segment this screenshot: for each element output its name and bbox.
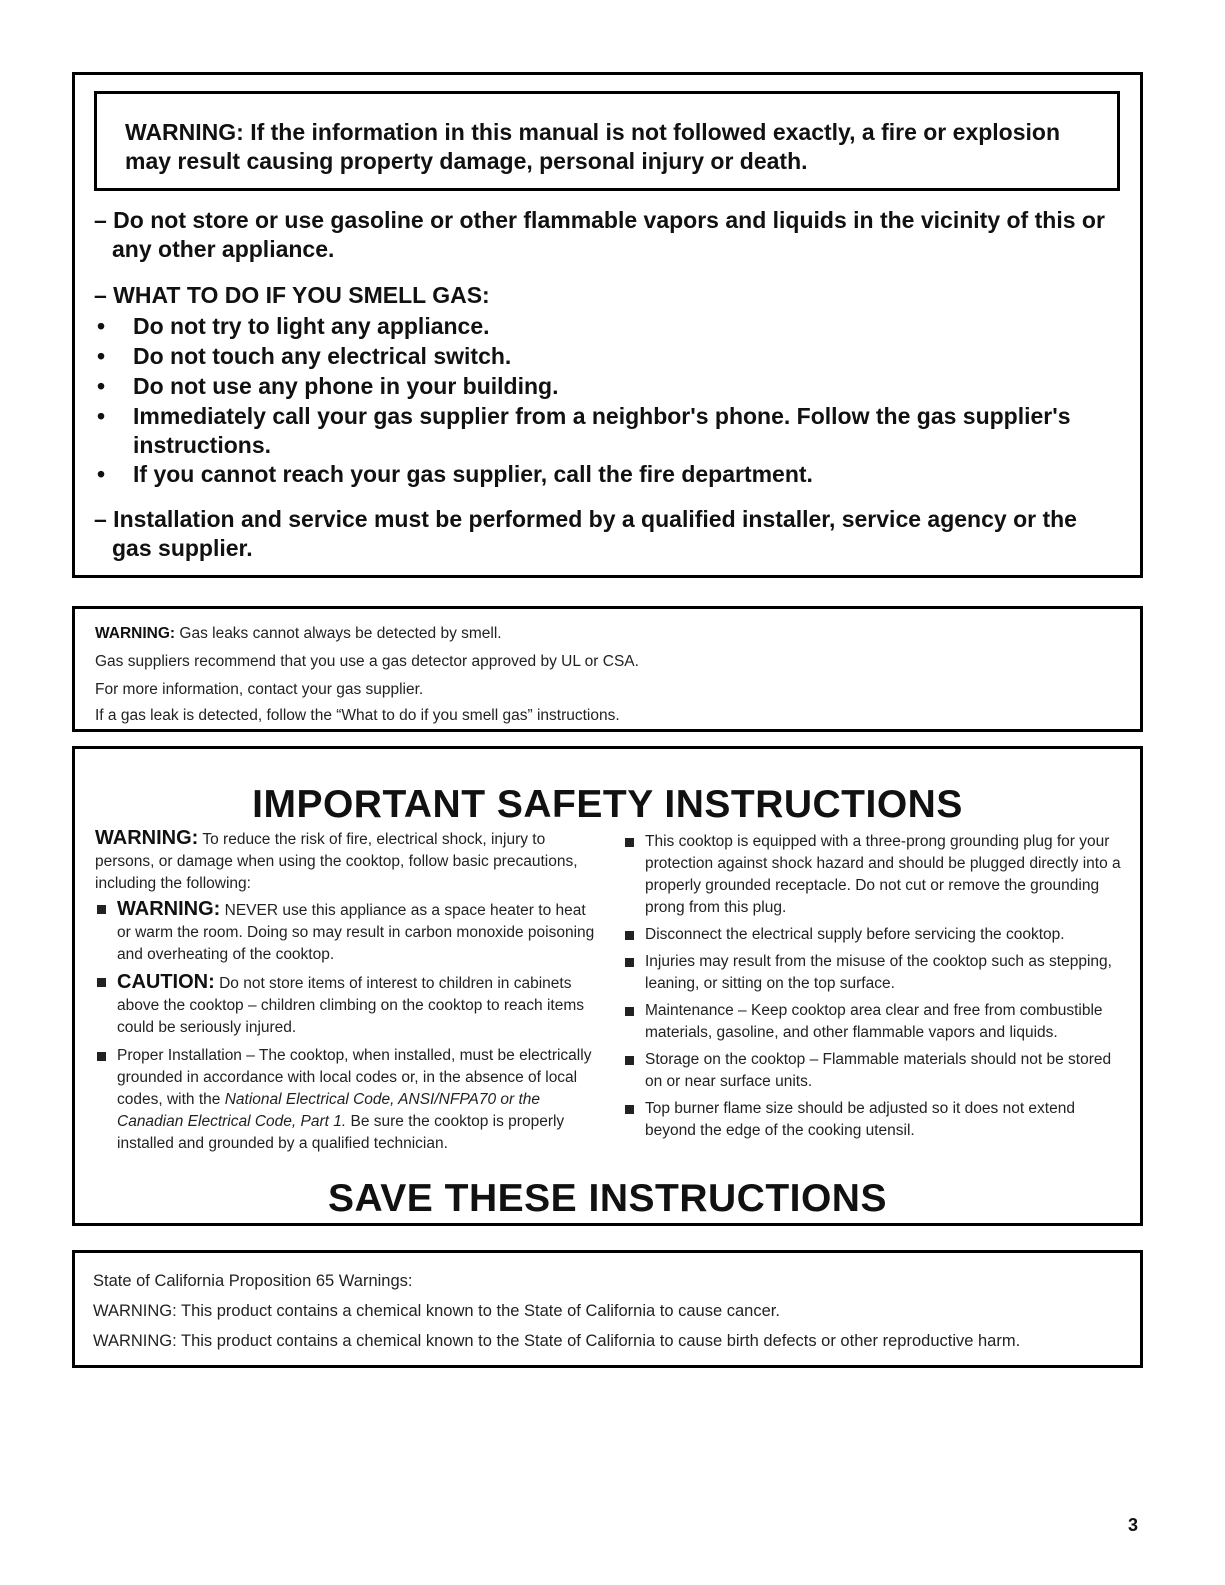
bullet-dot-icon: •	[97, 343, 106, 369]
smell-gas-bullet	[97, 342, 1115, 371]
leak-line-3: For more information, contact your gas supplier.	[95, 681, 424, 698]
safety-item	[623, 951, 1123, 995]
safety-item	[623, 1049, 1123, 1093]
installation-text: – Installation and service must be performed by a qualified installer, service agency or the gas supplier.	[94, 506, 1077, 561]
smell-gas-bullet	[97, 460, 1115, 489]
smell-gas-heading	[94, 281, 1124, 310]
safety-item	[623, 1000, 1123, 1044]
bullet-text: Do not try to light any appliance.	[133, 313, 490, 339]
square-bullet-icon	[97, 978, 106, 987]
bullet-dot-icon: •	[97, 403, 106, 429]
intro-warning-label: WARNING:	[95, 827, 199, 849]
item-text: NEVER use this appliance as a space heater to heat or warm the room. Doing so may result in carbon monoxide poisoning and overheating of the cooktop.	[117, 902, 595, 963]
prop65-line-1: State of California Proposition 65 Warnings:	[93, 1272, 413, 1290]
item-text: Top burner flame size should be adjusted so it does not extend beyond the edge of the cooking utensil.	[645, 1100, 1075, 1139]
item-text: Be sure the cooktop is properly installed and grounded by a qualified technician.	[117, 1113, 565, 1152]
safety-right-column	[623, 831, 1123, 1142]
square-bullet-icon	[625, 958, 634, 967]
smell-gas-heading-text: – WHAT TO DO IF YOU SMELL GAS:	[94, 282, 490, 308]
square-bullet-icon	[625, 931, 634, 940]
prop65-line-2: WARNING: This product contains a chemical known to the State of California to cause cancer.	[93, 1302, 780, 1320]
leak-line-2: Gas suppliers recommend that you use a gas detector approved by UL or CSA.	[95, 653, 639, 670]
bullet-dot-icon: •	[97, 461, 106, 487]
smell-gas-bullet	[97, 372, 1115, 401]
gas-warning-box	[72, 72, 1143, 578]
leak-warning-label: WARNING:	[95, 625, 176, 642]
item-text: Do not store items of interest to children in cabinets above the cooktop – children climbing on the cooktop to reach items could be seriously injured.	[117, 975, 584, 1036]
leak-line-1-text: Gas leaks cannot always be detected by smell.	[179, 625, 502, 642]
item-caution-label: CAUTION:	[117, 971, 215, 993]
item-italic-text: National Electrical Code, ANSI/NFPA70 or the Canadian Electrical Code, Part 1.	[117, 1091, 541, 1130]
square-bullet-icon	[625, 1056, 634, 1065]
bullet-text: Immediately call your gas supplier from a neighbor's phone. Follow the gas supplier's instructions.	[133, 403, 1071, 458]
item-text: This cooktop is equipped with a three-prong grounding plug for your protection against shock hazard and should be plugged directly into a properly grounded receptacle. Do not cut or remove the grounding prong from this plug.	[645, 833, 1121, 916]
item-text: Disconnect the electrical supply before servicing the cooktop.	[645, 926, 1065, 943]
leak-line-1	[95, 625, 502, 643]
square-bullet-icon	[625, 1105, 634, 1114]
safety-item	[623, 924, 1123, 946]
safety-item	[623, 831, 1123, 919]
smell-gas-bullet	[97, 402, 1115, 460]
safety-left-column	[95, 827, 595, 1155]
prop65-line-3: WARNING: This product contains a chemical known to the State of California to cause birth defects or other reproductive harm.	[93, 1332, 1021, 1350]
explosion-warning-line-2: may result causing property damage, personal injury or death.	[125, 148, 808, 174]
safety-item	[95, 1045, 595, 1155]
square-bullet-icon	[625, 1007, 634, 1016]
safety-instructions-box	[72, 746, 1143, 1226]
square-bullet-icon	[97, 1052, 106, 1061]
installation-item	[94, 505, 1094, 563]
leak-line-4: If a gas leak is detected, follow the “What to do if you smell gas” instructions.	[95, 707, 620, 724]
intro-text: To reduce the risk of fire, electrical shock, injury to persons, or damage when using the cooktop, follow basic precautions, including the following:	[95, 831, 578, 892]
square-bullet-icon	[97, 905, 106, 914]
explosion-warning-header	[94, 91, 1120, 191]
gas-leak-box	[72, 606, 1143, 732]
bullet-dot-icon: •	[97, 313, 106, 339]
safety-item	[95, 898, 595, 966]
item-text: Proper Installation – The cooktop, when installed, must be electrically grounded in accordance with local codes or, in the absence of local codes, with the	[117, 1047, 592, 1108]
item-warning-label: WARNING:	[117, 898, 221, 920]
bullet-text: Do not touch any electrical switch.	[133, 343, 512, 369]
prop65-box	[72, 1250, 1143, 1368]
page-number: 3	[1128, 1515, 1139, 1535]
square-bullet-icon	[625, 838, 634, 847]
bullet-text: Do not use any phone in your building.	[133, 373, 559, 399]
no-gasoline-item	[94, 206, 1124, 264]
save-instructions-title: SAVE THESE INSTRUCTIONS	[327, 1177, 887, 1220]
safety-title: IMPORTANT SAFETY INSTRUCTIONS	[252, 783, 963, 826]
bullet-text: If you cannot reach your gas supplier, call the fire department.	[133, 461, 813, 487]
safety-item	[623, 1098, 1123, 1142]
no-gasoline-text: – Do not store or use gasoline or other flammable vapors and liquids in the vicinity of this or any other appliance.	[94, 207, 1105, 262]
item-text: Storage on the cooktop – Flammable materials should not be stored on or near surface units.	[645, 1051, 1112, 1090]
explosion-warning-line-1: WARNING: If the information in this manual is not followed exactly, a fire or explosion	[125, 119, 1061, 145]
item-text: Maintenance – Keep cooktop area clear and free from combustible materials, gasoline, and other flammable vapors and liquids.	[645, 1002, 1103, 1041]
smell-gas-bullet	[97, 312, 1115, 341]
safety-intro	[95, 827, 595, 895]
bullet-dot-icon: •	[97, 373, 106, 399]
item-text: Injuries may result from the misuse of the cooktop such as stepping, leaning, or sitting on the top surface.	[645, 953, 1112, 992]
safety-item	[95, 971, 595, 1039]
